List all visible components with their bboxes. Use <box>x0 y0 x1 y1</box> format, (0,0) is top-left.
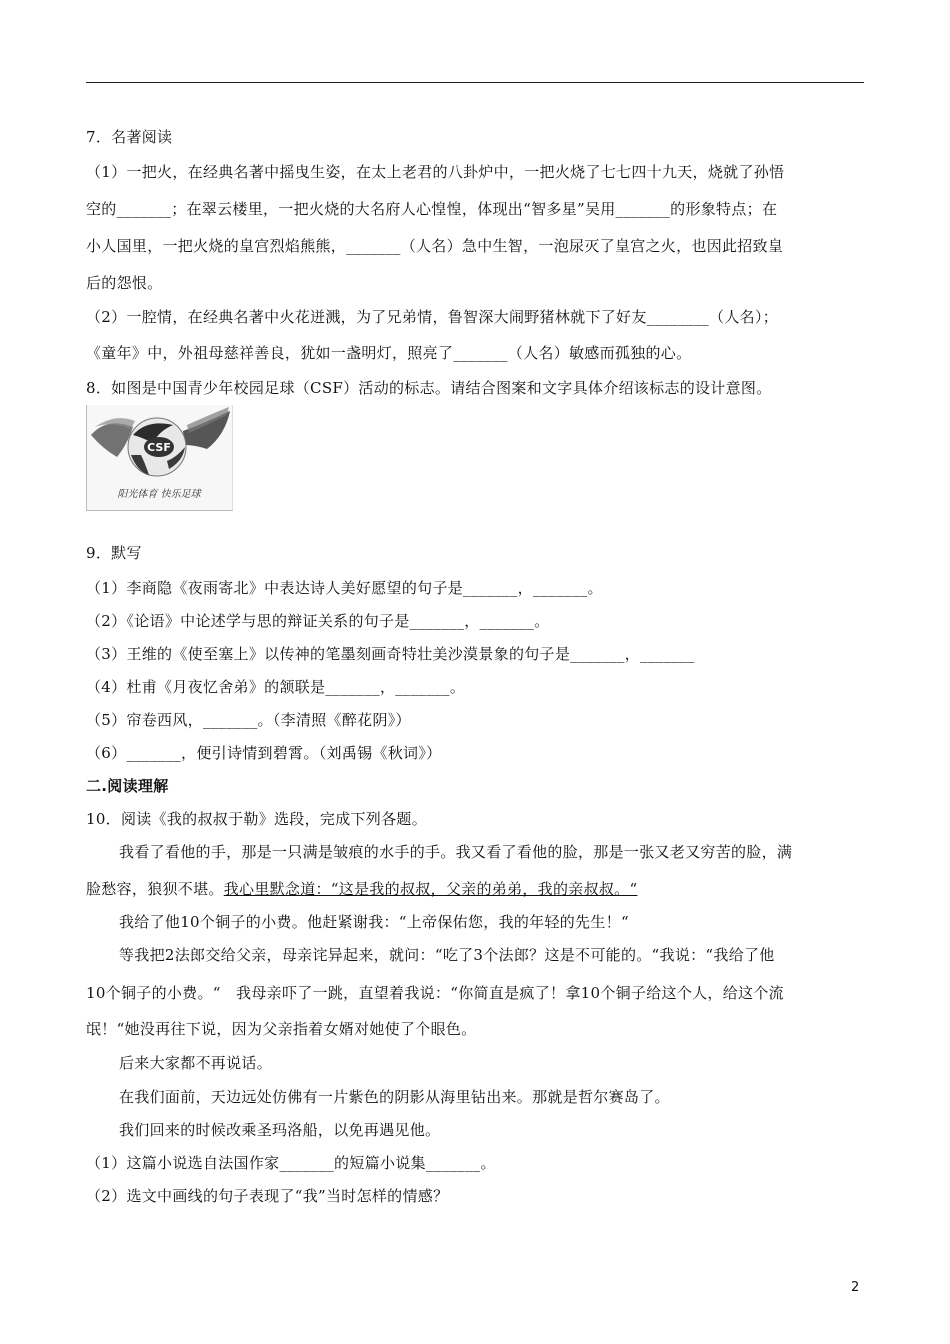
page-number: 2 <box>851 1280 860 1295</box>
q10-para1-line2 <box>86 879 637 899</box>
q10-para3-line3: 氓！“她没再往下说，因为父亲指着女婿对她使了个眼色。 <box>86 1020 477 1038</box>
q7-p1-line3: 小人国里，一把火烧的皇宫烈焰熊熊，_______（人名）急中生智，一泡尿灭了皇宫之火，也因此招致皇 <box>86 237 784 255</box>
logo-badge-text: CSF <box>147 441 171 454</box>
q7-p1-line4: 后的怨恨。 <box>86 274 163 292</box>
q10-para3-line2: 10个铜子的小费。“ 我母亲吓了一跳，直望着我说：“你简直是疯了！拿10个铜子给这个人，给这个流 <box>86 984 784 1002</box>
q10-para2: 我给了他10个铜子的小费。他赶紧谢我：“上帝保佑您，我的年轻的先生！“ <box>119 913 629 931</box>
q9-item-3: （3）王维的《使至塞上》以传神的笔墨刻画奇特壮美沙漠景象的句子是_______，_______ <box>86 645 695 663</box>
logo-caption: 阳光体育 快乐足球 <box>117 489 201 500</box>
q10-para4: 后来大家都不再说话。 <box>119 1054 273 1072</box>
q9-item-5: （5）帘卷西风，_______。（李清照《醉花阴》） <box>86 711 411 729</box>
q9-item-4: （4）杜甫《月夜忆舍弟》的颔联是_______，_______。 <box>86 678 466 696</box>
q7-p2-line1: （2）一腔情，在经典名著中火花迸溅，为了兄弟情，鲁智深大闹野猪林就下了好友________（人名）； <box>86 308 779 326</box>
q7-title: 7．名著阅读 <box>86 128 173 146</box>
q7-p2-line2: 《童年》中，外祖母慈祥善良，犹如一盏明灯，照亮了_______（人名）敏感而孤独的心。 <box>86 344 692 362</box>
csf-logo-image <box>86 405 233 511</box>
q10-para1-plain: 脸愁容，狼狈不堪。 <box>86 880 224 898</box>
q10-underlined-sentence: 我心里默念道：“这是我的叔叔，父亲的弟弟，我的亲叔叔。“ <box>223 880 638 898</box>
q9-item-6: （6）_______，便引诗情到碧霄。（刘禹锡《秋词》） <box>86 744 442 762</box>
q7-p1-line2: 空的_______；在翠云楼里，一把火烧的大名府人心惶惶，体现出“智多星”吴用_______的形象特点；在 <box>86 200 778 218</box>
q10-para1-line1: 我看了看他的手，那是一只满是皱痕的水手的手。我又看了看他的脸，那是一张又老又穷苦的脸，满 <box>119 843 793 861</box>
q10-para3-line1: 等我把2法郎交给父亲，母亲诧异起来，就问：“吃了3个法郎？这是不可能的。“我说：“我给了他 <box>119 946 775 964</box>
q10-sub1: （1）这篇小说选自法国作家_______的短篇小说集_______。 <box>86 1154 496 1172</box>
q9-item-2: （2）《论语》中论述学与思的辩证关系的句子是_______，_______。 <box>86 612 550 630</box>
header-rule <box>86 82 864 83</box>
q10-sub2: （2）选文中画线的句子表现了“我”当时怎样的情感？ <box>86 1187 449 1205</box>
q7-p1-line1: （1）一把火，在经典名著中摇曳生姿，在太上老君的八卦炉中，一把火烧了七七四十九天，烧就了孙悟 <box>86 163 785 181</box>
q9-title: 9．默写 <box>86 544 142 562</box>
q10-title: 10．阅读《我的叔叔于勒》选段，完成下列各题。 <box>86 810 427 828</box>
csf-logo-icon <box>87 405 232 510</box>
q10-para5: 在我们面前，天边远处仿佛有一片紫色的阴影从海里钻出来。那就是哲尔赛岛了。 <box>119 1088 670 1106</box>
q10-para6: 我们回来的时候改乘圣玛洛船，以免再遇见他。 <box>119 1121 441 1139</box>
q8-text: 8．如图是中国青少年校园足球（CSF）活动的标志。请结合图案和文字具体介绍该标志的设计意图。 <box>86 379 772 397</box>
section-title: 二.阅读理解 <box>86 777 169 795</box>
q9-item-1: （1）李商隐《夜雨寄北》中表达诗人美好愿望的句子是_______，_______。 <box>86 579 603 597</box>
